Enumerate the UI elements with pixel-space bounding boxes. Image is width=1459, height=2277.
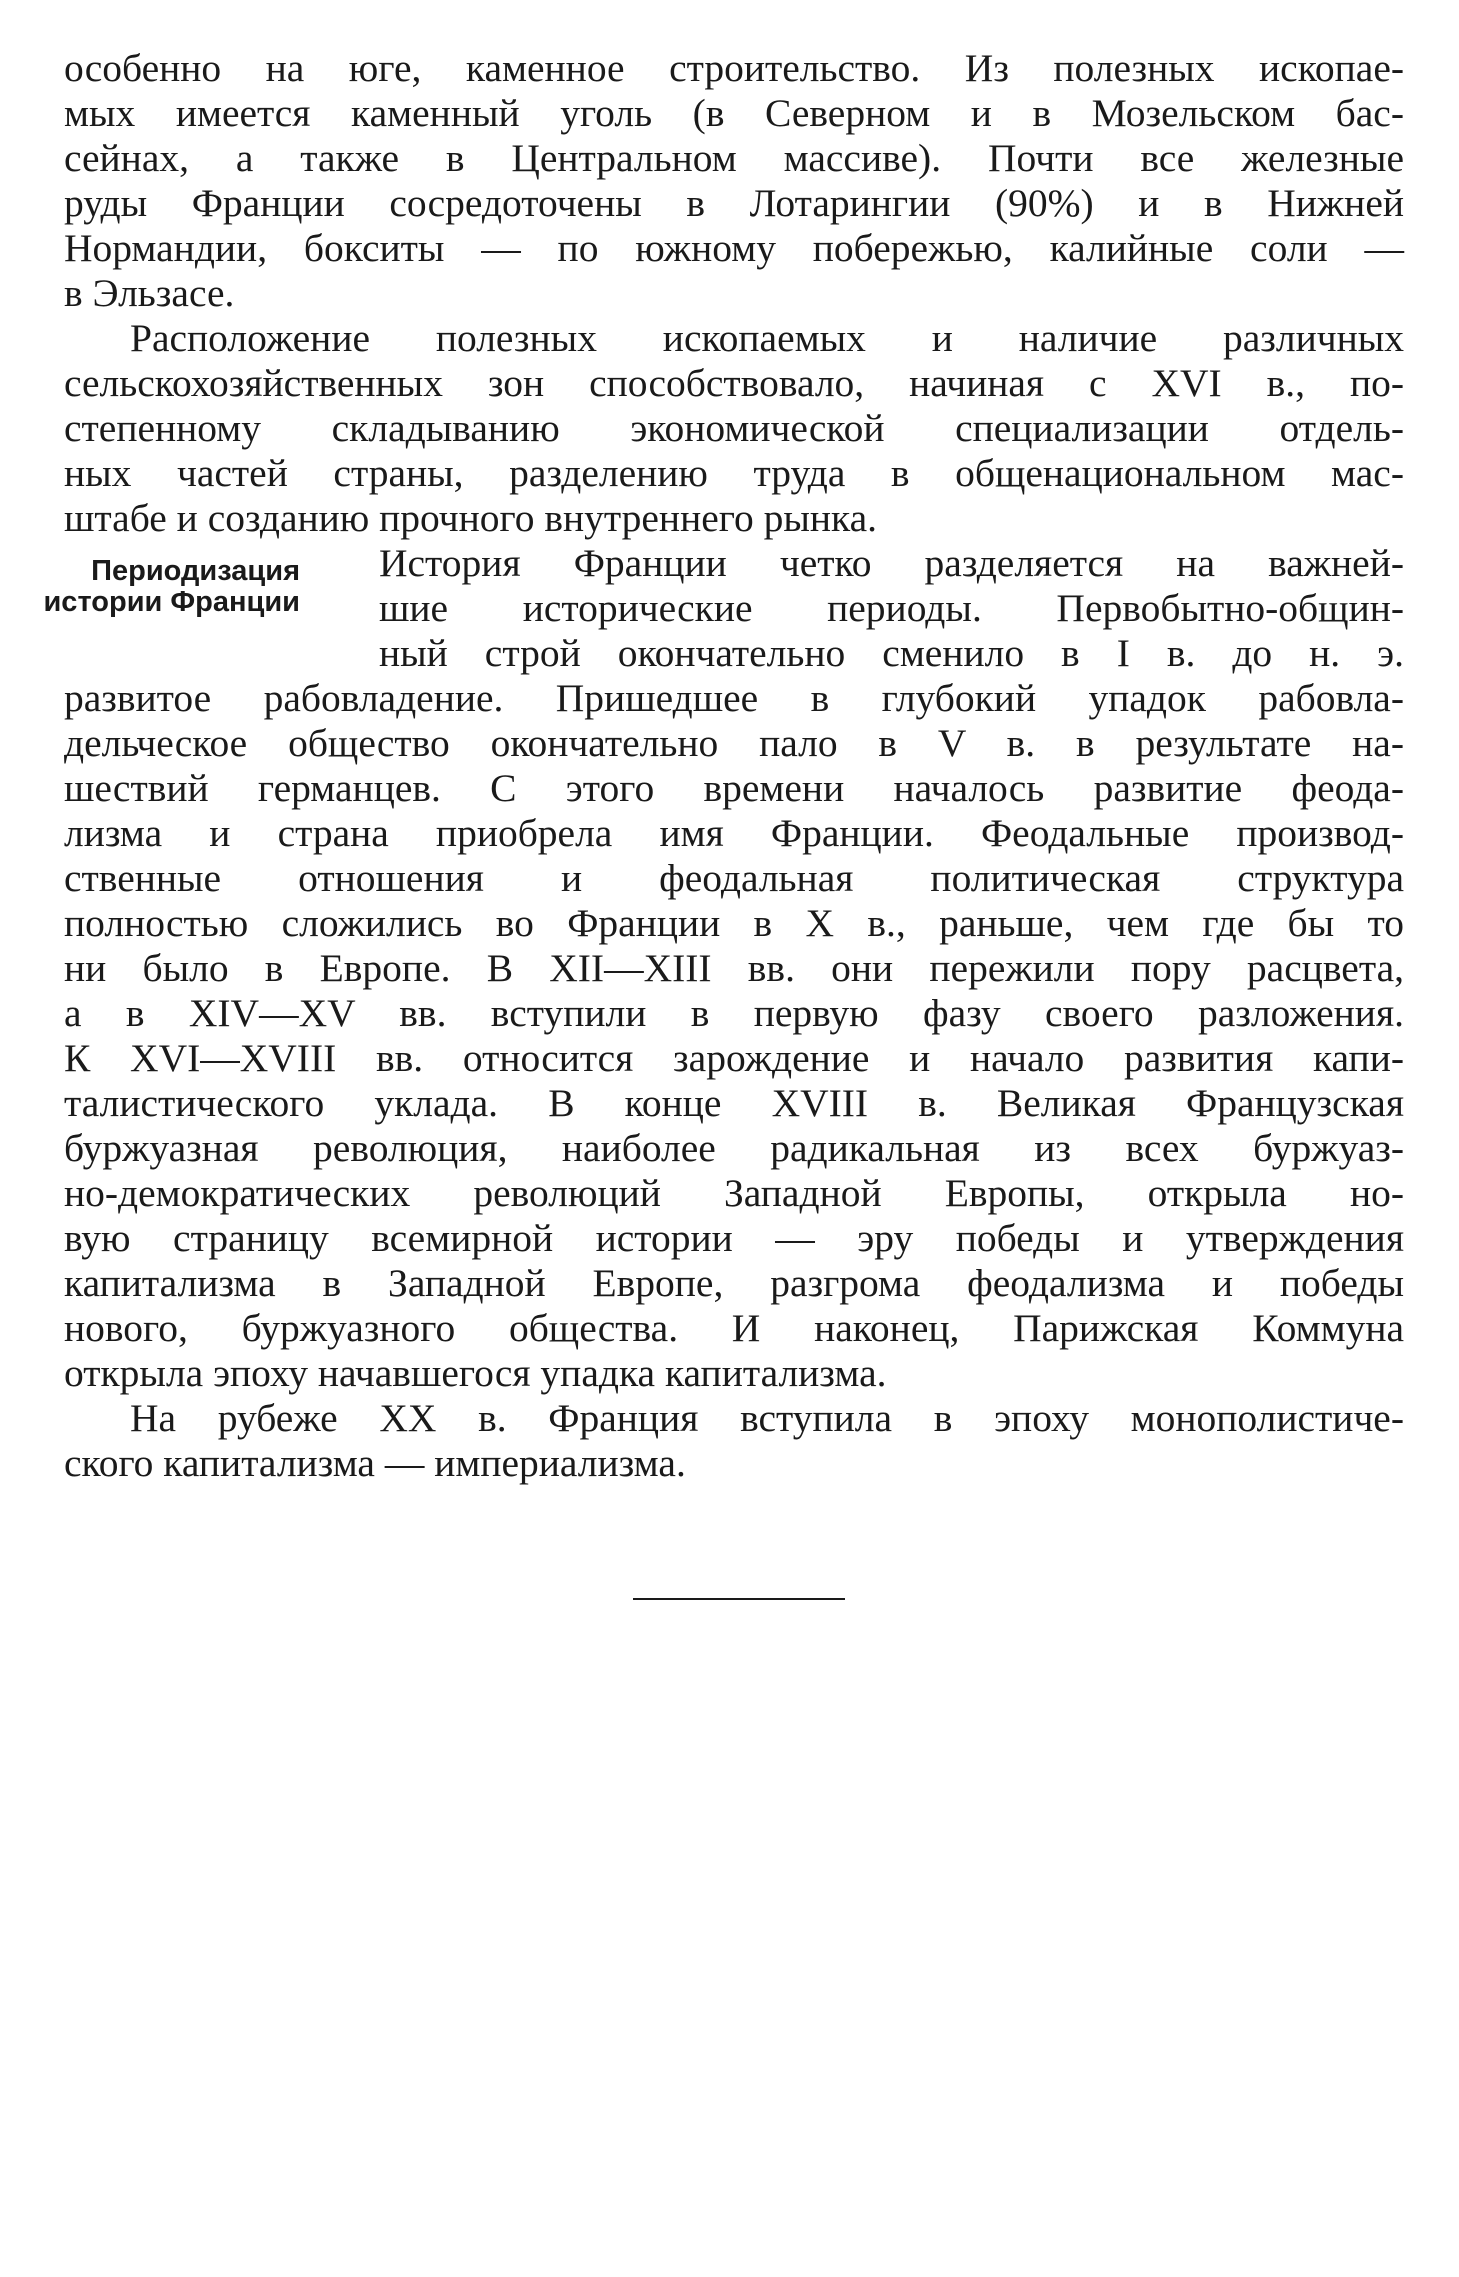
text-line: ный строй окончательно сменило в I в. до н. э.: [379, 631, 1404, 675]
text-line: а в XIV—XV вв. вступили в первую фазу своего разложения.: [64, 991, 1404, 1035]
text-line: штабе и созданию прочного внутреннего рынка.: [64, 496, 878, 540]
section-end-rule: [633, 1598, 845, 1600]
text-line: развитое рабовладение. Пришедшее в глубокий упадок рабовла-: [64, 676, 1404, 720]
text-line: руды Франции сосредоточены в Лотарингии (90%) и в Нижней: [64, 181, 1404, 225]
paragraph-periodization: [64, 541, 1404, 1396]
text-line: особенно на юге, каменное строительство. Из полезных ископае-: [64, 46, 1404, 90]
text-line: сельскохозяйственных зон способствовало, начиная с XVI в., по-: [64, 361, 1404, 405]
text-line: мых имеется каменный уголь (в Северном и в Мозельском бас-: [64, 91, 1404, 135]
text-line: К XVI—XVIII вв. относится зарождение и начало развития капи-: [64, 1036, 1404, 1080]
text-line: полностью сложились во Франции в X в., раньше, чем где бы то: [64, 901, 1404, 945]
page-text: [64, 46, 1404, 1486]
text-line: талистического уклада. В конце XVIII в. Великая Французская: [64, 1081, 1404, 1125]
text-line: ных частей страны, разделению труда в общенациональном мас-: [64, 451, 1404, 495]
text-line: нового, буржуазного общества. И наконец, Парижская Коммуна: [64, 1306, 1404, 1350]
text-line: в Эльзасе.: [64, 271, 235, 315]
text-line: вую страницу всемирной истории — эру победы и утверждения: [64, 1216, 1404, 1260]
text-line: дельческое общество окончательно пало в V в. в результате на-: [64, 721, 1404, 765]
text-line: История Франции четко разделяется на важней-: [379, 541, 1404, 585]
text-line: сейнах, а также в Центральном массиве). Почти все железные: [64, 136, 1404, 180]
paragraph-specialization: [64, 316, 1404, 541]
text-line: ственные отношения и феодальная политическая структура: [64, 856, 1404, 900]
text-line: Нормандии, бокситы — по южному побережью, калийные соли —: [64, 226, 1404, 270]
text-line: степенному складыванию экономической специализации отдель-: [64, 406, 1404, 450]
text-line: капитализма в Западной Европе, разгрома феодализма и победы: [64, 1261, 1404, 1305]
text-line: шие исторические периоды. Первобытно-общин-: [379, 586, 1404, 630]
text-line: ни было в Европе. В XII—XIII вв. они пережили пору расцвета,: [64, 946, 1404, 990]
text-line: шествий германцев. С этого времени началось развитие феода-: [64, 766, 1404, 810]
text-line: ского капитализма — империализма.: [64, 1441, 686, 1485]
side-heading: [0, 556, 300, 618]
paragraph-imperialism: [64, 1396, 1404, 1486]
side-heading-line: Периодизация: [91, 555, 300, 587]
text-line: Расположение полезных ископаемых и наличие различных: [130, 316, 1404, 360]
text-line: открыла эпоху начавшегося упадка капитализма.: [64, 1351, 887, 1395]
text-line: но-демократических революций Западной Европы, открыла но-: [64, 1171, 1404, 1215]
text-line: буржуазная революция, наиболее радикальная из всех буржуаз-: [64, 1126, 1404, 1170]
text-line: лизма и страна приобрела имя Франции. Феодальные производ-: [64, 811, 1404, 855]
side-heading-line: истории Франции: [43, 586, 300, 618]
text-line: На рубеже XX в. Франция вступила в эпоху монополистиче-: [130, 1396, 1404, 1440]
paragraph-minerals: [64, 46, 1404, 316]
